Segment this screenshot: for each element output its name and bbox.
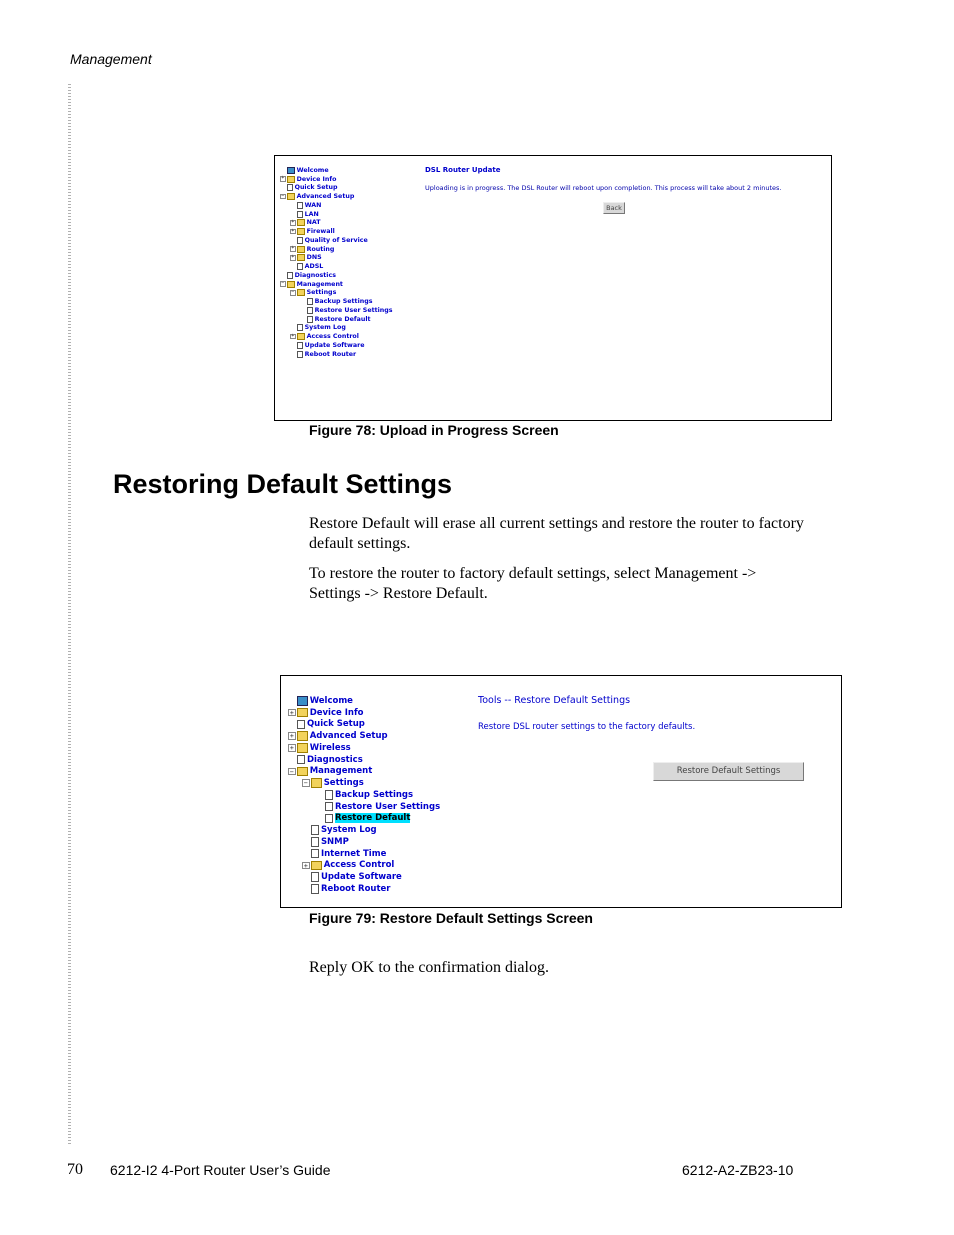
tree-item-label: Reboot Router xyxy=(320,883,391,894)
tree-spacer xyxy=(302,873,310,881)
computer-icon xyxy=(297,696,308,705)
tree-item-adsl[interactable] xyxy=(290,262,323,271)
tree-spacer xyxy=(280,185,286,191)
tree-item-label: System Log xyxy=(304,324,346,332)
tree-item-label: Welcome xyxy=(296,166,329,174)
tree-item-label: NAT xyxy=(306,219,321,227)
tree-item-advanced-setup[interactable] xyxy=(280,192,354,201)
page-icon xyxy=(297,342,303,349)
status-message: Uploading is in progress. The DSL Router will reboot upon completion. This process will take about 2 minutes. xyxy=(425,184,782,192)
tree-item-backup-settings[interactable] xyxy=(316,789,413,801)
expand-icon[interactable]: + xyxy=(303,861,308,870)
paragraph-1: Restore Default will erase all current settings and restore the router to factory default settings. xyxy=(309,515,804,552)
tree-spacer xyxy=(290,238,296,244)
tree-item-quick-setup[interactable] xyxy=(288,719,365,731)
tree-spacer xyxy=(302,850,310,858)
page-number: 70 xyxy=(67,1161,83,1178)
tree-item-label: Update Software xyxy=(320,872,402,883)
tree-item-dns[interactable] xyxy=(290,254,322,263)
paragraph-2: To restore the router to factory default settings, select Management -> Settings -> Restore Default. xyxy=(309,565,757,602)
tree-spacer xyxy=(290,343,296,349)
page-icon xyxy=(325,814,333,823)
doc-id: 6212-A2-ZB23-10 xyxy=(682,1162,794,1178)
folder-icon xyxy=(297,767,308,776)
tree-item-update-software[interactable] xyxy=(302,871,402,883)
folder-icon xyxy=(287,176,295,183)
tree-item-label: LAN xyxy=(304,210,319,218)
tree-spacer xyxy=(302,826,310,834)
folder-icon xyxy=(311,861,322,870)
expand-icon[interactable]: + xyxy=(291,333,295,339)
expand-icon[interactable]: + xyxy=(291,228,295,234)
computer-icon xyxy=(287,167,295,174)
tree-spacer xyxy=(288,756,296,764)
folder-icon xyxy=(297,743,308,752)
tree-spacer xyxy=(290,264,296,270)
tree-item-label: Firewall xyxy=(306,228,335,236)
collapse-icon[interactable]: − xyxy=(289,767,294,776)
tree-item-label: Backup Settings xyxy=(314,298,373,306)
tree-item-label: Advanced Setup xyxy=(309,731,388,742)
tree-item-label: System Log xyxy=(320,825,377,836)
tree-spacer xyxy=(316,791,324,799)
tree-item-label: Restore User Settings xyxy=(334,801,441,812)
tree-item-label: Management xyxy=(309,766,373,777)
page-icon xyxy=(297,202,303,209)
tree-spacer xyxy=(316,815,324,823)
tree-item-label: WAN xyxy=(304,201,322,209)
running-header: Management xyxy=(70,51,152,67)
tree-item-system-log[interactable] xyxy=(290,324,346,333)
tree-item-label: Backup Settings xyxy=(334,789,414,800)
tree-item-label: Device Info xyxy=(309,707,364,718)
tree-item-reboot-router[interactable] xyxy=(290,350,356,359)
tree-item-settings[interactable] xyxy=(302,777,364,789)
tree-item-device-info[interactable] xyxy=(288,707,363,719)
expand-icon[interactable]: + xyxy=(291,255,295,261)
expand-icon[interactable]: + xyxy=(291,246,295,252)
folder-icon xyxy=(297,333,305,340)
page-icon xyxy=(297,755,305,764)
collapse-icon[interactable]: − xyxy=(291,290,295,296)
tree-spacer xyxy=(288,721,296,729)
tree-item-access-control[interactable] xyxy=(302,860,394,872)
expand-icon[interactable]: + xyxy=(291,220,295,226)
tree-item-label: Quick Setup xyxy=(294,184,338,192)
collapse-icon[interactable]: − xyxy=(281,193,285,199)
folder-icon xyxy=(311,778,322,787)
page-title: DSL Router Update xyxy=(425,166,501,174)
tree-item-firewall[interactable] xyxy=(290,227,335,236)
tree-item-reboot-router[interactable] xyxy=(302,883,391,895)
tree-item-label: Restore Default xyxy=(334,813,411,824)
page-icon xyxy=(311,825,319,834)
status-message: Restore DSL router settings to the factory defaults. xyxy=(478,722,696,732)
tree-item-label: Access Control xyxy=(323,860,395,871)
tree-item-label: SNMP xyxy=(320,836,349,847)
tree-spacer xyxy=(290,203,296,209)
tree-item-access-control[interactable] xyxy=(290,332,359,341)
tree-item-label: Reboot Router xyxy=(304,350,357,358)
tree-item-quick-setup[interactable] xyxy=(280,184,338,193)
tree-item-label: Welcome xyxy=(309,695,353,706)
tree-item-label: Restore Default xyxy=(314,315,371,323)
tree-item-snmp[interactable] xyxy=(302,836,349,848)
section-title: Restoring Default Settings xyxy=(113,469,453,499)
tree-spacer xyxy=(288,697,296,705)
tree-item-diagnostics[interactable] xyxy=(280,271,336,280)
tree-item-restore-default[interactable] xyxy=(316,813,410,825)
side-rule xyxy=(68,84,71,1146)
collapse-icon[interactable]: − xyxy=(281,281,285,287)
page-icon xyxy=(307,307,313,314)
tree-item-label: Management xyxy=(296,280,343,288)
tree-item-label: Update Software xyxy=(304,341,365,349)
tree-spacer xyxy=(300,308,306,314)
tree-item-internet-time[interactable] xyxy=(302,848,386,860)
tree-item-label: Access Control xyxy=(306,333,359,341)
page-icon xyxy=(311,872,319,881)
tree-spacer xyxy=(316,803,324,811)
tree-item-label: Restore User Settings xyxy=(314,306,393,314)
tree-item-label: Diagnostics xyxy=(294,271,336,279)
page-icon xyxy=(307,316,313,323)
expand-icon[interactable]: + xyxy=(281,176,285,182)
page-icon xyxy=(297,263,303,270)
paragraph-3: Reply OK to the confirmation dialog. xyxy=(309,959,549,976)
folder-icon xyxy=(297,708,308,717)
page-icon xyxy=(311,849,319,858)
tree-item-label: Internet Time xyxy=(320,848,387,859)
tree-spacer xyxy=(302,885,310,893)
folder-icon xyxy=(297,731,308,740)
tree-item-label: Routing xyxy=(306,245,335,253)
tree-item-routing[interactable] xyxy=(290,245,334,254)
folder-icon xyxy=(287,193,295,200)
expand-icon[interactable]: + xyxy=(289,708,294,717)
page-icon xyxy=(325,790,333,799)
expand-icon[interactable]: + xyxy=(289,732,294,741)
page-icon xyxy=(297,324,303,331)
tree-item-label: Quality of Service xyxy=(304,236,368,244)
tree-item-wan[interactable] xyxy=(290,201,321,210)
tree-spacer xyxy=(280,168,286,174)
tree-item-welcome[interactable] xyxy=(288,695,353,707)
tree-spacer xyxy=(300,299,306,305)
tree-item-label: DNS xyxy=(306,254,322,262)
tree-item-diagnostics[interactable] xyxy=(288,754,363,766)
tree-item-label: Quick Setup xyxy=(306,719,365,730)
tree-item-system-log[interactable] xyxy=(302,824,377,836)
tree-item-welcome[interactable] xyxy=(280,166,329,175)
page-icon xyxy=(297,237,303,244)
tree-item-settings[interactable] xyxy=(290,289,336,298)
tree-item-restore-default[interactable] xyxy=(300,315,371,324)
page-title: Tools -- Restore Default Settings xyxy=(478,695,631,706)
expand-icon[interactable]: + xyxy=(289,744,294,753)
page-icon xyxy=(311,837,319,846)
guide-title: 6212-I2 4-Port Router User’s Guide xyxy=(110,1162,331,1178)
page-icon xyxy=(287,184,293,191)
folder-icon xyxy=(297,254,305,261)
tree-item-management[interactable] xyxy=(280,280,343,289)
tree-item-label: Diagnostics xyxy=(306,754,363,765)
tree-item-management[interactable] xyxy=(288,766,372,778)
page-icon xyxy=(297,720,305,729)
tree-item-nat[interactable] xyxy=(290,219,321,228)
folder-icon xyxy=(297,289,305,296)
page-icon xyxy=(297,351,303,358)
tree-spacer xyxy=(302,838,310,846)
figure-79-caption: Figure 79: Restore Default Settings Screen xyxy=(309,910,593,926)
folder-icon xyxy=(297,228,305,235)
tree-item-quality-of-service[interactable] xyxy=(290,236,368,245)
tree-item-advanced-setup[interactable] xyxy=(288,730,388,742)
page-icon xyxy=(297,211,303,218)
collapse-icon[interactable]: − xyxy=(303,779,308,788)
folder-icon xyxy=(287,281,295,288)
figure-78-screenshot xyxy=(274,155,832,421)
page-icon xyxy=(325,802,333,811)
folder-icon xyxy=(297,219,305,226)
tree-spacer xyxy=(290,325,296,331)
tree-item-restore-user-settings[interactable] xyxy=(300,306,393,315)
tree-spacer xyxy=(290,351,296,357)
page-icon xyxy=(287,272,293,279)
tree-item-device-info[interactable] xyxy=(280,175,336,184)
figure-78-caption: Figure 78: Upload in Progress Screen xyxy=(309,422,559,438)
tree-spacer xyxy=(280,273,286,279)
page-icon xyxy=(311,884,319,893)
tree-spacer xyxy=(300,316,306,322)
folder-icon xyxy=(297,246,305,253)
tree-item-label: Settings xyxy=(306,289,337,297)
tree-item-label: Device Info xyxy=(296,175,337,183)
back-button[interactable]: Back xyxy=(603,202,625,214)
tree-item-label: Wireless xyxy=(309,742,351,753)
figure-79-screenshot xyxy=(280,675,842,908)
tree-item-label: ADSL xyxy=(304,263,324,271)
tree-item-label: Settings xyxy=(323,778,364,789)
tree-item-lan[interactable] xyxy=(290,210,319,219)
tree-spacer xyxy=(290,211,296,217)
tree-item-backup-settings[interactable] xyxy=(300,297,372,306)
tree-item-restore-user-settings[interactable] xyxy=(316,801,440,813)
tree-item-wireless[interactable] xyxy=(288,742,351,754)
page-icon xyxy=(307,298,313,305)
tree-item-update-software[interactable] xyxy=(290,341,365,350)
restore-default-settings-button[interactable]: Restore Default Settings xyxy=(653,762,804,781)
tree-item-label: Advanced Setup xyxy=(296,193,355,201)
